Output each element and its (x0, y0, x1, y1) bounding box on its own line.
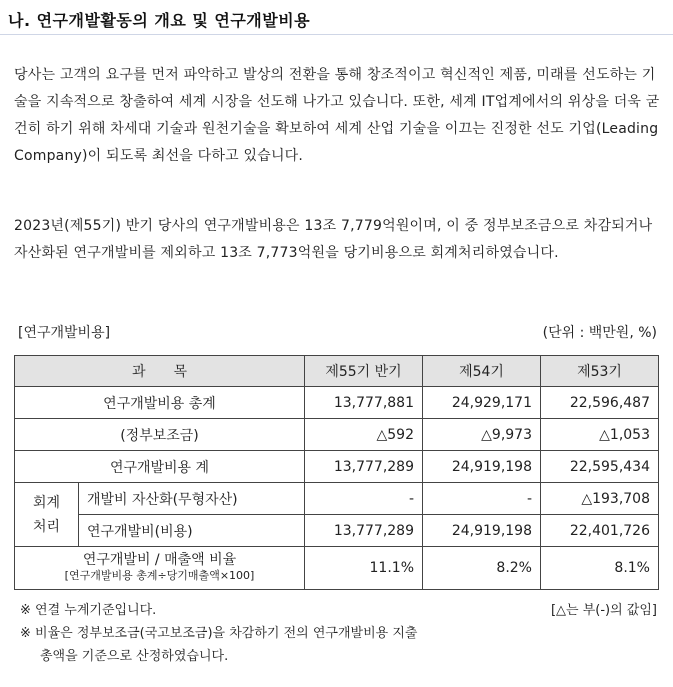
table-header-row (15, 356, 659, 387)
cell-value: 8.1% (541, 547, 659, 590)
cell-value: △1,053 (541, 419, 659, 451)
ratio-label: 연구개발비 / 매출액 비율 (82, 552, 237, 568)
row-label: 연구개발비(비용) (79, 515, 305, 547)
footnote-ratio-line1: ※ 비율은 정부보조금(국고보조금)을 차감하기 전의 연구개발비용 지출 (20, 626, 418, 641)
cell-value: 24,919,198 (423, 515, 541, 547)
table-row (15, 547, 659, 590)
table-row (15, 515, 659, 547)
overview-paragraph: 당사는 고객의 요구를 먼저 파악하고 발상의 전환을 통해 창조적이고 혁신적인 제품, 미래를 선도하는 기술을 지속적으로 창출하여 세계 시장을 선도해 나가고 있습니다. 또한, 세계 IT업계에서의 위상을 더욱 굳건히 하기 위해 차세대 기술과 원천기술을 확보하여 세계 산업 기술을 이끄는 진정한 선도 기업(Leading Company)이 되도록 최선을 다하고 있습니다. (14, 67, 660, 164)
rd-cost-paragraph: 2023년(제55기) 반기 당사의 연구개발비용은 13조 7,779억원이며, 이 중 정부보조금으로 차감되거나 자산화된 연구개발비를 제외하고 13조 7,773억원을 당기비용으로 회계처리하였습니다. (14, 218, 653, 261)
table-row (15, 419, 659, 451)
rd-cost-table (14, 355, 659, 590)
cell-value: △193,708 (541, 483, 659, 515)
footnote-consolidated: ※ 연결 누계기준입니다. (20, 603, 157, 618)
row-label: 연구개발비용 계 (15, 451, 305, 483)
accounting-group-label: 회계 처리 (15, 483, 79, 547)
row-label: 개발비 자산화(무형자산) (79, 483, 305, 515)
cell-value: 11.1% (305, 547, 423, 590)
cell-value: - (305, 483, 423, 515)
header-item: 과 목 (15, 356, 305, 387)
cell-value: 22,401,726 (541, 515, 659, 547)
ratio-label-cell (15, 547, 305, 590)
cell-value: 13,777,289 (305, 515, 423, 547)
row-label: 연구개발비용 총계 (15, 387, 305, 419)
footnote-negative: [△는 부(-)의 값임] (550, 603, 657, 618)
title-divider (0, 34, 673, 35)
cell-value: △592 (305, 419, 423, 451)
cell-value: 22,595,434 (541, 451, 659, 483)
cell-value: △9,973 (423, 419, 541, 451)
cell-value: - (423, 483, 541, 515)
cell-value: 24,929,171 (423, 387, 541, 419)
header-col3: 제53기 (541, 356, 659, 387)
cell-value: 22,596,487 (541, 387, 659, 419)
header-col1: 제55기 반기 (305, 356, 423, 387)
header-col2: 제54기 (423, 356, 541, 387)
table-unit: (단위 : 백만원, %) (542, 325, 657, 341)
cell-value: 8.2% (423, 547, 541, 590)
table-caption: [연구개발비용] (18, 325, 111, 341)
section-title: 나. 연구개발활동의 개요 및 연구개발비용 (8, 11, 311, 30)
table-row (15, 387, 659, 419)
footnote-ratio-line2: 총액을 기준으로 산정하였습니다. (40, 649, 229, 664)
table-row (15, 483, 659, 515)
cell-value: 13,777,289 (305, 451, 423, 483)
ratio-formula: [연구개발비용 총계÷당기매출액×100] (64, 569, 255, 582)
table-row (15, 451, 659, 483)
row-label: (정부보조금) (15, 419, 305, 451)
cell-value: 13,777,881 (305, 387, 423, 419)
cell-value: 24,919,198 (423, 451, 541, 483)
